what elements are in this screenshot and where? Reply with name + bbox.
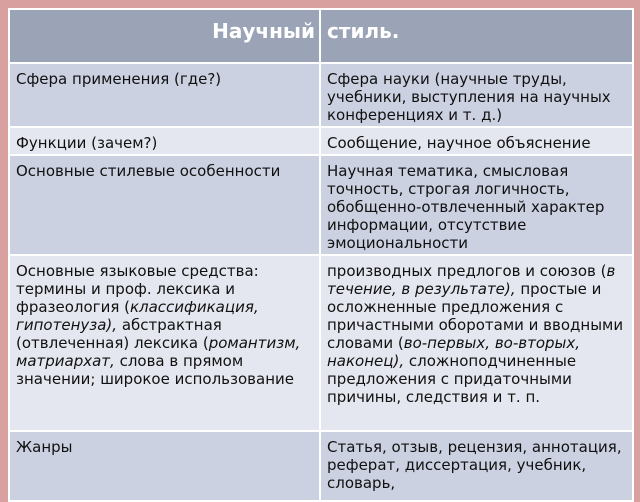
label-text: слова в прямом значении; широкое использование (16, 352, 294, 388)
label-text: абстрактная (отвлеченная) лексика ( (16, 316, 222, 352)
value-example: во-первых, во-вторых, наконец), (327, 334, 581, 370)
table-row (9, 127, 633, 155)
table-header-row (9, 9, 633, 63)
row-label (9, 255, 320, 431)
row-value: Научная тематика, смысловая точность, строгая логичность, обобщенно-отвлеченный характер информации, отсутствие эмоциональности (320, 155, 633, 255)
label-text: Основные языковые средства: термины и проф. лексика и фразеология ( (16, 262, 259, 316)
header-cell-right: стиль. (320, 9, 633, 63)
row-value (320, 255, 633, 431)
row-value: Сообщение, научное объяснение (320, 127, 633, 155)
table-row (9, 255, 633, 431)
header-cell-left: Научный (9, 9, 320, 63)
row-label: Сфера применения (где?) (9, 63, 320, 127)
row-value: Статья, отзыв, рецензия, аннотация, реферат, диссертация, учебник, словарь, (320, 431, 633, 501)
row-value: Сфера науки (научные труды, учебники, выступления на научных конференциях и т. д.) (320, 63, 633, 127)
scientific-style-table (8, 8, 634, 502)
value-example: в течение, в результате), (327, 262, 616, 298)
row-label: Функции (зачем?) (9, 127, 320, 155)
value-text: сложноподчиненные предложения с придаточными причины, следствия и т. п. (327, 352, 577, 406)
table-row (9, 63, 633, 127)
table-row (9, 431, 633, 501)
row-label: Основные стилевые особенности (9, 155, 320, 255)
value-text: простые и осложненные предложения с причастными оборотами и вводными словами ( (327, 280, 624, 352)
table-row (9, 155, 633, 255)
label-example: классификация, гипотенуза), (16, 298, 259, 334)
row-label: Жанры (9, 431, 320, 501)
label-example: романтизм, матриархат, (16, 334, 301, 370)
value-text: производных предлогов и союзов ( (327, 262, 607, 280)
